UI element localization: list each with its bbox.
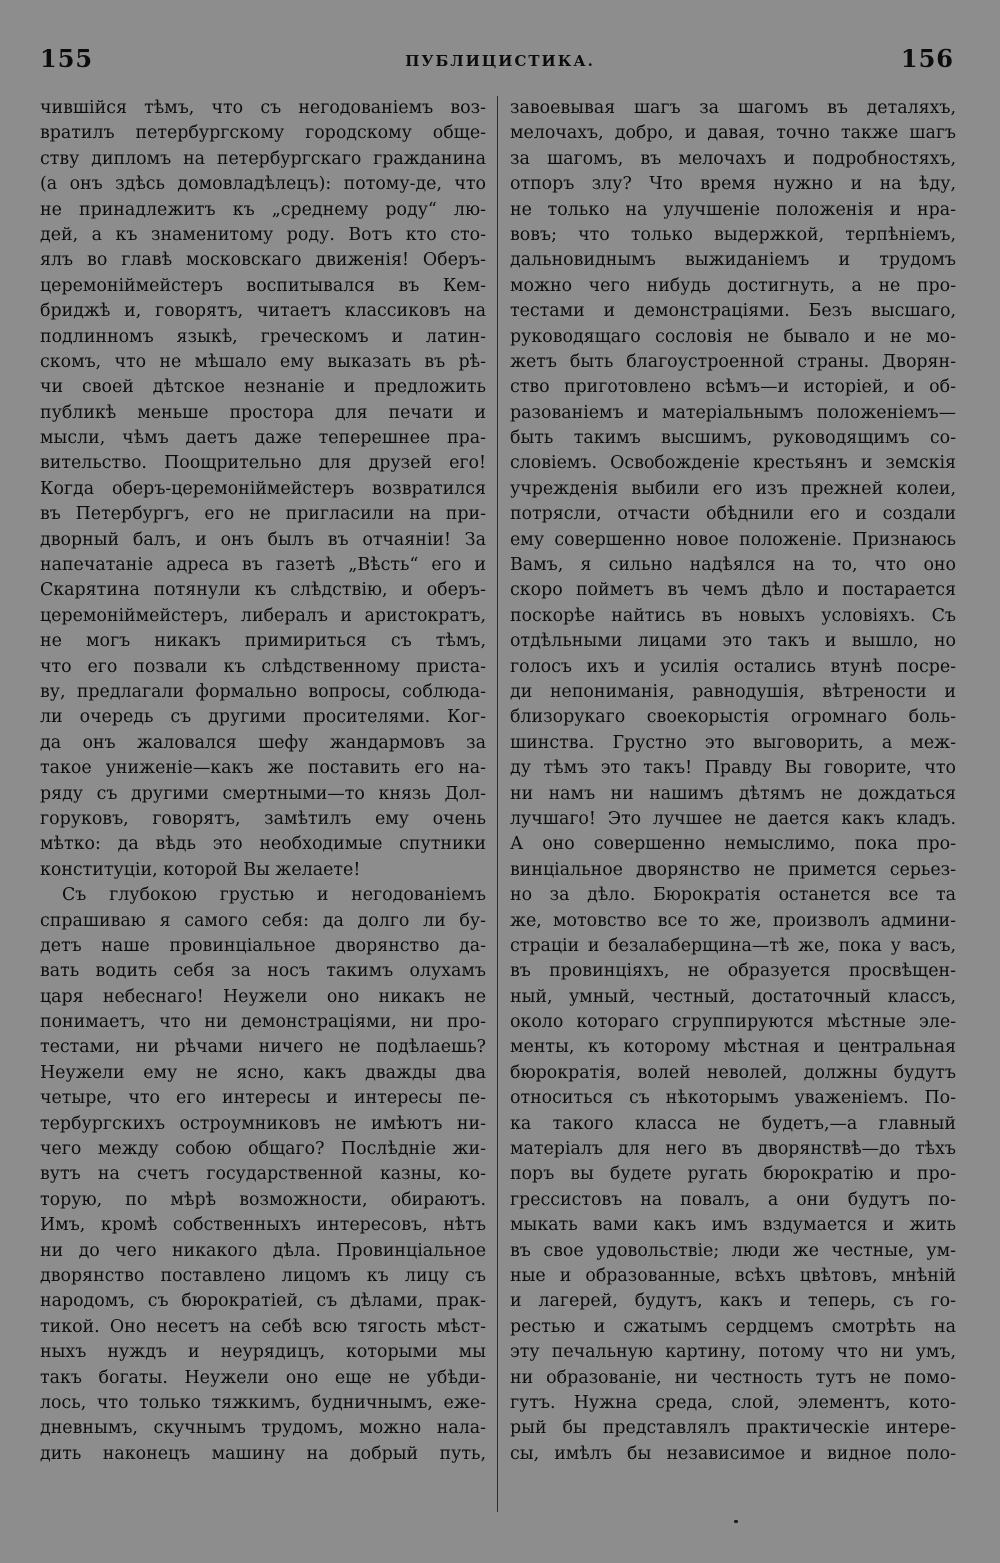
text-line: такъ богаты. Неужели оно еще не убѣди- (40, 1367, 486, 1388)
text-line: отдѣльными лицами это такъ и вышло, но (510, 631, 956, 652)
text-line: въ Петербургъ, его не пригласили на при- (40, 504, 486, 525)
text-line: голосъ ихъ и усилія остались втунѣ посре- (510, 656, 956, 677)
page-header (40, 44, 960, 80)
text-line: спрашиваю я самого себя: да долго ли бу- (40, 910, 486, 931)
text-line: царя небеснаго! Неужели оно никакъ не (40, 986, 486, 1007)
text-line: гутъ. Нужна среда, слой, элементъ, кото- (510, 1392, 956, 1413)
text-line: ни образованіе, ни честность тутъ не помо- (510, 1367, 956, 1388)
text-line: А оно совершенно немыслимо, пока про- (510, 834, 956, 855)
text-line: вовъ; что только выдержкой, терпѣніемъ, (510, 224, 956, 245)
text-line: мыкать вами какъ имъ вздумается и жить (510, 1215, 956, 1236)
text-line: публикѣ меньше простора для печати и (40, 402, 486, 423)
text-line: Имъ, кромѣ собственныхъ интересовъ, нѣтъ (40, 1215, 486, 1236)
text-line: поръ вы будете ругать бюрократію и про- (510, 1164, 956, 1185)
text-line: конституціи, которой Вы желаете! (40, 859, 361, 880)
text-line: дворный балъ, и онъ былъ въ отчаяніи! За (40, 529, 486, 550)
text-line: лось, что только тяжкимъ, будничнымъ, еже- (40, 1392, 486, 1413)
text-line: завоевывая шагъ за шагомъ въ деталяхъ, (510, 98, 956, 118)
text-line: горуковъ, говорятъ, замѣтилъ ему очень (40, 808, 486, 829)
text-line: скомъ, что не мѣшало ему выказать въ рѣ- (40, 351, 486, 372)
text-line: дить наконецъ машину на добрый путь, (40, 1443, 486, 1464)
ink-speck (734, 1520, 738, 1523)
text-line: вительство. Поощрительно для друзей его! (40, 453, 486, 474)
text-line: эту печальную картину, потому что ни умъ, (510, 1342, 956, 1363)
text-line: народомъ, съ бюрократіей, съ дѣлами, прак- (40, 1291, 486, 1312)
text-line: тикой. Оно несетъ на себѣ всю тягость мѣст- (40, 1316, 486, 1337)
text-line: жетъ быть благоустроенной страны. Дворян- (510, 351, 956, 372)
text-line: бюрократія, волей неволей, должны будутъ (510, 1062, 956, 1083)
text-line: менты, къ которому мѣстная и центральная (510, 1037, 956, 1058)
text-line: дневнымъ, скучнымъ трудомъ, можно нала- (40, 1418, 486, 1439)
text-line: ду тѣмъ это такъ! Правду Вы говорите, что (510, 758, 956, 779)
text-line: относиться съ нѣкоторымъ уваженіемъ. По- (510, 1088, 956, 1109)
text-line: ни до чего никакого дѣла. Провинціальное (40, 1240, 486, 1261)
text-line: тестами и демонстраціями. Безъ высшаго, (510, 301, 956, 322)
text-line: вутъ на счетъ государственной казны, ко- (40, 1164, 486, 1185)
text-line: руководящаго сословія не бывало и не мо- (510, 326, 956, 347)
text-line: торую, по мѣрѣ возможности, обираютъ. (40, 1189, 486, 1210)
text-line: церемоніймейстеръ воспитывался въ Кем- (40, 275, 486, 296)
text-line: ни намъ ни нашимъ дѣтямъ не дождаться (510, 783, 956, 804)
text-line: отпоръ злу? Что время нужно и на ѣду, (510, 174, 956, 195)
text-line: такое униженіе—какъ же поставить его на- (40, 758, 486, 779)
text-line: шинства. Грустно это выговорить, а меж- (510, 732, 956, 753)
text-line: Съ глубокою грустью и негодованіемъ (62, 885, 486, 906)
text-line: же, мотовство все то же, произволъ админи- (510, 910, 956, 931)
text-line: вратилъ петербургскому городскому обще- (40, 123, 486, 144)
column-divider (497, 96, 498, 1512)
text-line: ему совершенно новое положеніе. Признаюсь (510, 529, 956, 550)
left-column (40, 96, 486, 1467)
text-line: тербургскихъ остроумниковъ не имѣютъ ни- (40, 1113, 486, 1134)
text-line: и лагерей, будутъ, какъ и теперь, съ го- (510, 1291, 956, 1312)
text-line: дворянство поставлено лицомъ къ лицу съ (40, 1265, 486, 1286)
text-line: дальновиднымъ выжиданіемъ и трудомъ (510, 250, 956, 271)
text-line: да онъ жаловался шефу жандармовъ за (40, 732, 486, 753)
text-line: ный, умный, честный, достаточный классъ, (510, 986, 956, 1007)
text-line: ныхъ нуждъ и неурядицъ, которыми мы (40, 1342, 486, 1363)
text-line: скоро пойметъ въ чемъ дѣло и постарается (510, 580, 956, 601)
text-line: Когда оберъ-церемоніймейстеръ возвратился (40, 478, 486, 499)
text-line: ди непониманія, равнодушія, вѣтрености и (510, 681, 956, 702)
text-line: быть такимъ высшимъ, руководящимъ со- (510, 428, 956, 449)
text-line: чего между собою общаго? Послѣдніе жи- (40, 1139, 486, 1160)
text-line: подлинномъ языкѣ, греческомъ и латин- (40, 326, 486, 347)
text-line: за шагомъ, въ мелочахъ и подробностяхъ, (510, 148, 956, 169)
text-line: ство приготовлено всѣмъ—и исторіей, и об- (510, 377, 956, 398)
text-line: не только на улучшеніе положенія и нра- (510, 199, 956, 220)
right-column (510, 96, 956, 1467)
text-line: потрясли, отчасти обѣднили его и создали (510, 504, 956, 525)
text-line: ву, предлагали формально вопросы, соблюда- (40, 681, 486, 702)
text-line: что его позвали къ слѣдственному приста- (40, 656, 486, 677)
text-line: мѣтко: да вѣдь это необходимые спутники (40, 834, 486, 855)
text-line: напечатаніе адреса въ газетѣ „Вѣсть“ его и (40, 555, 486, 576)
text-line: словіемъ. Освобожденіе крестьянъ и земскія (510, 453, 956, 474)
text-line: не принадлежитъ къ „среднему роду“ лю- (40, 199, 486, 220)
text-line: Вамъ, я сильно надѣялся на то, что оно (510, 555, 956, 576)
text-line: страціи и безалаберщина—тѣ же, пока у васъ, (510, 935, 956, 956)
text-line: поскорѣе найтись въ новыхъ условіяхъ. Съ (510, 605, 956, 626)
text-line: не могъ никакъ примириться съ тѣмъ, (40, 631, 486, 652)
text-line: учрежденія выбили его изъ прежней колеи, (510, 478, 956, 499)
text-line: понимаетъ, что ни демонстраціями, ни про- (40, 1012, 486, 1033)
text-line: бриджѣ и, говорятъ, читаетъ классиковъ на (40, 301, 486, 322)
text-line: вать водить себя за носъ такимъ олухамъ (40, 961, 486, 982)
running-title: ПУБЛИЦИСТИКА. (405, 52, 595, 70)
text-line: ялъ во главѣ московскаго движенія! Оберъ- (40, 250, 486, 271)
text-line: лучшаго! Это лучшее не дается какъ кладъ. (510, 808, 956, 829)
page-number-left: 155 (40, 44, 94, 73)
text-line: можно чего нибудь достигнуть, а не про- (510, 275, 956, 296)
text-line: ли очередь съ другими просителями. Ког- (40, 707, 486, 728)
text-line: около котораго сгруппируются мѣстные эле- (510, 1012, 956, 1033)
text-line: дей, а къ знаменитому роду. Вотъ кто сто- (40, 224, 486, 245)
text-line: церемоніймейстеръ, либералъ и аристократъ, (40, 605, 486, 626)
text-line: рый бы представлялъ практическіе интере- (510, 1418, 956, 1439)
text-line: мелочахъ, добро, и давая, точно также шагъ (510, 123, 956, 144)
text-line: матеріалъ для него въ дворянствѣ—до тѣхъ (510, 1139, 956, 1160)
text-line: близорукаго своекорыстія огромнаго боль- (510, 707, 956, 728)
text-line: рестью и сжатымъ сердцемъ смотрѣть на (510, 1316, 956, 1337)
text-line: грессистовъ на повалъ, а они будутъ по- (510, 1189, 956, 1210)
text-line: чившійся тѣмъ, что съ негодованіемъ воз- (40, 98, 486, 118)
text-line: разованіемъ и матеріальнымъ положеніемъ— (510, 402, 956, 423)
text-line: детъ наше провинціальное дворянство да- (40, 935, 486, 956)
page-number-right: 156 (900, 44, 954, 73)
text-line: Скарятина потянули къ слѣдствію, и оберъ- (40, 580, 486, 601)
text-line: въ провинціяхъ, не образуется просвѣщен- (510, 961, 956, 982)
text-line: ству дипломъ на петербургскаго гражданина (40, 148, 486, 169)
text-line: Неужели ему не ясно, какъ дважды два (40, 1062, 486, 1083)
text-line: четыре, что его интересы и интересы пе- (40, 1088, 486, 1109)
text-line: (а онъ здѣсь домовладѣлецъ): потому-де, что (40, 174, 486, 195)
text-line: но за дѣло. Бюрократія останется все та (510, 885, 956, 906)
text-line: въ свое удовольствіе; люди же честные, ум- (510, 1240, 956, 1261)
text-line: ряду съ другими смертными—то князь Дол- (40, 783, 486, 804)
text-line: сы, имѣлъ бы независимое и видное поло- (510, 1443, 956, 1464)
text-line: ка такого класса не будетъ,—а главный (510, 1113, 956, 1134)
text-line: винціальное дворянство не примется серьез- (510, 859, 956, 880)
text-line: мысли, чѣмъ даетъ даже теперешнее пра- (40, 428, 486, 449)
text-line: тестами, ни рѣчами ничего не подѣлаешь? (40, 1037, 486, 1058)
text-line: ные и образованные, всѣхъ цвѣтовъ, мнѣній (510, 1265, 956, 1286)
text-line: чи своей дѣтское незнаніе и предложить (40, 377, 486, 398)
